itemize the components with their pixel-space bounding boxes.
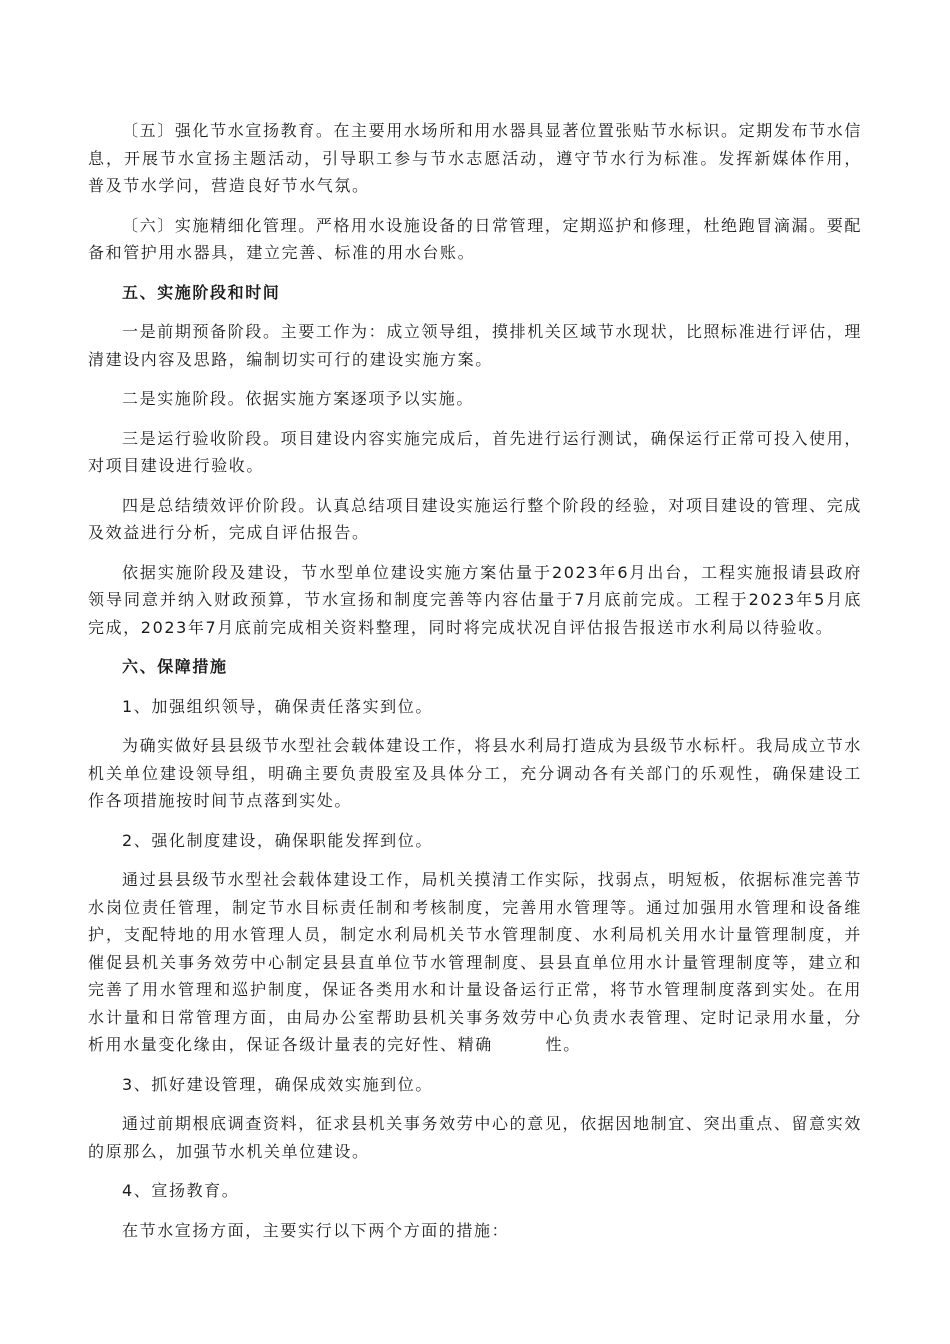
document-page	[88, 117, 862, 1244]
paragraph-refined-management: 〔六〕实施精细化管理。严格用水设施设备的日常管理，定期巡护和修理，杜绝跑冒滴漏。要配备和管护用水器具，建立完善、标准的用水台账。	[88, 215, 862, 262]
subheading-organization-leadership: 1、加强组织领导，确保责任落实到位。	[122, 696, 433, 716]
paragraph-construction-management: 通过前期根底调查资料，征求县机关事务效劳中心的意见，依据因地制宜、突出重点、留意实效的原那么，加强节水机关单位建设。	[88, 1114, 862, 1161]
subheading-construction-management: 3、抓好建设管理，确保成效实施到位。	[122, 1074, 433, 1094]
paragraph-publicity-measures: 在节水宣扬方面，主要实行以下两个方面的措施：	[122, 1220, 510, 1240]
subheading-publicity-education: 4、宣扬教育。	[122, 1181, 240, 1200]
paragraph-acceptance-stage: 三是运行验收阶段。项目建设内容实施完成后，首先进行运行测试，确保运行正常可投入使用，对项目建设进行验收。	[88, 428, 862, 475]
paragraph-system-construction: 通过县县级节水型社会载体建设工作，局机关摸清工作实际，找弱点，明短板，依据标准完善节水岗位责任管理，制定节水目标责任制和考核制度，完善用水管理等。通过加强用水管理和设备维护，支配特地的用水管理人员，制定水利局机关节水管理制度、水利局机关用水计量管理制度，并催促县机关事务效劳中心制定县县直单位节水管理制度、县县直单位用水计量管理制度等，建立和完善了用水管理和巡护制度，保证各类用水和计量设备运行正常，将节水管理制度落到实处。在用水计量和日常管理方面，由局办公室帮助县机关事务效劳中心负责水表管理、定时记录用水量，分析用水量变化缘由，保证各级计量表的完好性、精确 性。	[88, 870, 862, 1054]
paragraph-water-saving-publicity: 〔五〕强化节水宣扬教育。在主要用水场所和用水器具显著位置张贴节水标识。定期发布节水信息，开展节水宣扬主题活动，引导职工参与节水志愿活动，遵守节水行为标准。发挥新媒体作用，普及节水学问，营造良好节水气氛。	[88, 121, 862, 195]
section-heading-implementation-stages: 五、实施阶段和时间	[122, 282, 281, 302]
paragraph-organization-leadership: 为确实做好县县级节水型社会载体建设工作，将县水利局打造成为县级节水标杆。我局成立节水机关单位建设领导组，明确主要负责股室及具体分工，充分调动各有关部门的乐观性，确保建设工作各项措施按时间节点落到实处。	[88, 736, 862, 810]
section-heading-safeguards: 六、保障措施	[122, 657, 228, 676]
paragraph-implementation-stage: 二是实施阶段。依据实施方案逐项予以实施。	[122, 389, 475, 408]
paragraph-evaluation-stage: 四是总结绩效评价阶段。认真总结项目建设实施运行整个阶段的经验，对项目建设的管理、完成及效益进行分析，完成自评估报告。	[88, 495, 862, 542]
paragraph-schedule: 依据实施阶段及建设，节水型单位建设实施方案估量于2023年6月出台，工程实施报请县政府领导同意并纳入财政预算，节水宣扬和制度完善等内容估量于7月底前完成。工程于2023年5月底完成，2023年7月底前完成相关资料整理，同时将完成状况自评估报告报送市水利局以待验收。	[88, 562, 862, 637]
paragraph-preparation-stage: 一是前期预备阶段。主要工作为：成立领导组，摸排机关区域节水现状，比照标准进行评估，理清建设内容及思路，编制切实可行的建设实施方案。	[88, 322, 862, 369]
subheading-system-construction: 2、强化制度建设，确保职能发挥到位。	[122, 830, 433, 850]
